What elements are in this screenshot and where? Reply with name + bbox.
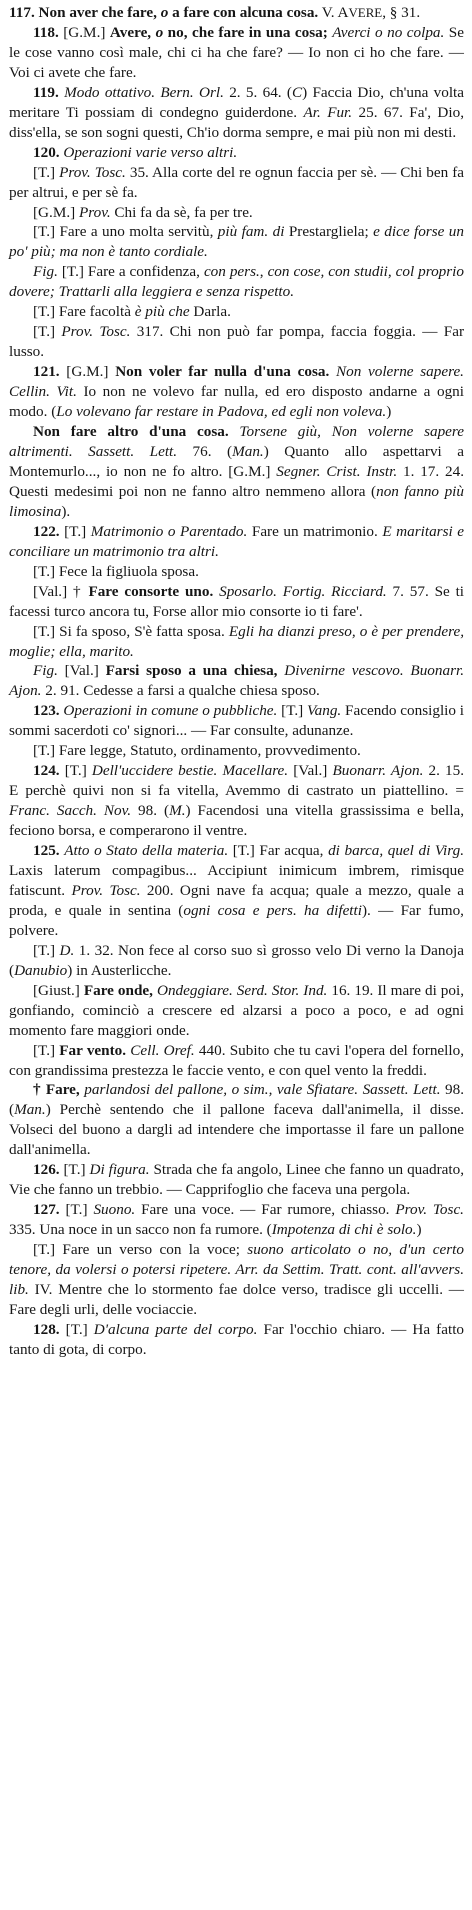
entry-paragraph: 125. Atto o Stato della materia. [T.] Far acqua, di barca, quel di Virg. Laxis laterum compagibus... Accipiunt inimicum imbrem, rimisque fatiscunt. Prov. Tosc. 200. Ogni nave fa acqua; quale a mezzo, quale a proda, e quale in sentina (ogni cosa e pers. ha difetti). — Far fumo, polvere. (9, 842, 465, 939)
entry-paragraph: 117. Non aver che fare, o a fare con alcuna cosa. V. AVERE, § 31. (9, 4, 421, 21)
entry-paragraph: [T.] D. 1. 32. Non fece al corso suo sì grosso velo Di verno la Danoja (Danubio) in Austerlicche. (9, 941, 465, 979)
entry-paragraph: [T.] Fare a uno molta servitù, più fam. di Prestargliela; e dice forse un po' più; ma non è tanto cordiale. (9, 223, 464, 261)
entry-paragraph: 118. [G.M.] Avere, o no, che fare in una cosa; Averci o no colpa. Se le cose vanno così male, chi ci ha che fare? — Io non ci ho che fare. — Voi ci avete che fare. (9, 23, 464, 81)
entry-paragraph: 126. [T.] Di figura. Strada che fa angolo, Linee che fanno un quadrato, Vie che fanno un trebbio. — Capprifoglio che faceva una pergola. (9, 1161, 465, 1199)
entry-paragraph: [Val.] † Fare consorte uno. Sposarlo. Fortig. Ricciard. 7. 57. Se ti facessi turco ancora tu, Forse allor mio consorte io ti fare'. (9, 582, 465, 620)
entry-paragraph: Non fare altro d'una cosa. Torsene giù, Non volerne sapere altrimenti. Sassett. Lett. 76. (Man.) Quanto allo aspettarvi a Montemurlo..., io non ne fo altro. [G.M.] Segner. Crist. Instr. 1. 17. 24. Questi medesimi poi non ne fanno altro nemmeno allora (non fanno più limosina). (9, 423, 465, 520)
entry-paragraph: 127. [T.] Suono. Fare una voce. — Far rumore, chiasso. Prov. Tosc. 335. Una noce in un sacco non fa rumore. (Impotenza di chi è solo.) (9, 1201, 464, 1239)
entry-paragraph: Fig. [T.] Fare a confidenza, con pers., con cose, con studii, col proprio dovere; Trattarli alla leggiera e senza rispetto. (9, 263, 464, 301)
entry-paragraph: [T.] Far vento. Cell. Oref. 440. Subito che tu cavi l'opera del fornello, con grandissima prestezza le faccie vento, e con quel vento la freddi. (9, 1041, 464, 1079)
entry-paragraph: 119. Modo ottativo. Bern. Orl. 2. 5. 64. (C) Faccia Dio, ch'una volta meritare Ti possiam di condegno guiderdone. Ar. Fur. 25. 67. Fa', Dio, diss'ella, se son sogni questi, Ch'io dorma sempre, e mai più non mi desti. (9, 83, 465, 141)
entry-paragraph: [G.M.] Prov. Chi fa da sè, fa per tre. (33, 203, 253, 221)
entry-paragraph: † Fare, parlandosi del pallone, o sim., vale Sfiatare. Sassett. Lett. 98. (Man.) Perchè sentendo che il pallone faceva dall'animella, il disse. Volseci del buono a dargli ad intendere che importasse il fare un pallone dall'animella. (9, 1081, 465, 1159)
entry-paragraph: [T.] Prov. Tosc. 35. Alla corte del re ognun faccia per sè. — Chi ben fa per altrui, e per sè fa. (9, 163, 464, 201)
entry-paragraph: Fig. [Val.] Farsi sposo a una chiesa, Divenirne vescovo. Buonarr. Ajon. 2. 91. Cedesse a farsi a qualche chiesa sposo. (9, 662, 465, 700)
entry-paragraph: [T.] Fare un verso con la voce; suono articolato o no, d'un certo tenore, da volersi o potersi ripetere. Arr. da Settim. Tratt. cont. all'avvers. lib. IV. Mentre che lo stormento fae dolce verso, tradisce gli uccelli. — Fare degli urli, delle vociaccie. (9, 1241, 464, 1318)
entry-paragraph: 128. [T.] D'alcuna parte del corpo. Far l'occhio chiaro. — Ha fatto tanto di gota, di corpo. (9, 1320, 465, 1358)
entry-paragraph: 123. Operazioni in comune o pubbliche. [T.] Vang. Facendo consiglio i sommi sacerdoti co' signori... — Far consulte, adunanze. (9, 702, 465, 740)
entry-paragraph: 120. Operazioni varie verso altri. (33, 143, 238, 161)
entry-paragraph: [T.] Fare facoltà è più che Darla. (33, 303, 231, 321)
entry-paragraph: [T.] Fece la figliuola sposa. (33, 562, 199, 580)
entry-paragraph: [Giust.] Fare onde, Ondeggiare. Serd. Stor. Ind. 16. 19. Il mare di poi, gonfiando, cominciò a crescere ed alzarsi a poco a poco, e ad ogni momento fare maggiori onde. (9, 981, 465, 1039)
entry-paragraph: 121. [G.M.] Non voler far nulla d'una cosa. Non volerne sapere. Cellin. Vit. Io non ne volevo far nulla, ed ero disposto andarne a ogni modo. (Lo volevano far restare in Padova, ed egli non voleva.) (9, 363, 464, 421)
entry-paragraph: 122. [T.] Matrimonio o Parentado. Fare un matrimonio. E maritarsi e conciliare un matrimonio tra altri. (9, 522, 464, 560)
entry-paragraph: [T.] Si fa sposo, S'è fatta sposa. Egli ha dianzi preso, o è per prendere, moglie; ella, marito. (9, 622, 464, 660)
entry-paragraph: 124. [T.] Dell'uccidere bestie. Macellare. [Val.] Buonarr. Ajon. 2. 15. E perchè quivi non si fa vitella, Avemmo di castrato un piattellino. = Franc. Sacch. Nov. 98. (M.) Facendosi una vitella grassissima e bella, feciono borsa, e comperarono il ventre. (9, 762, 465, 840)
entry-paragraph: [T.] Prov. Tosc. 317. Chi non può far pompa, faccia foggia. — Far lusso. (9, 323, 464, 361)
entry-paragraph: [T.] Fare legge, Statuto, ordinamento, provvedimento. (33, 742, 361, 760)
